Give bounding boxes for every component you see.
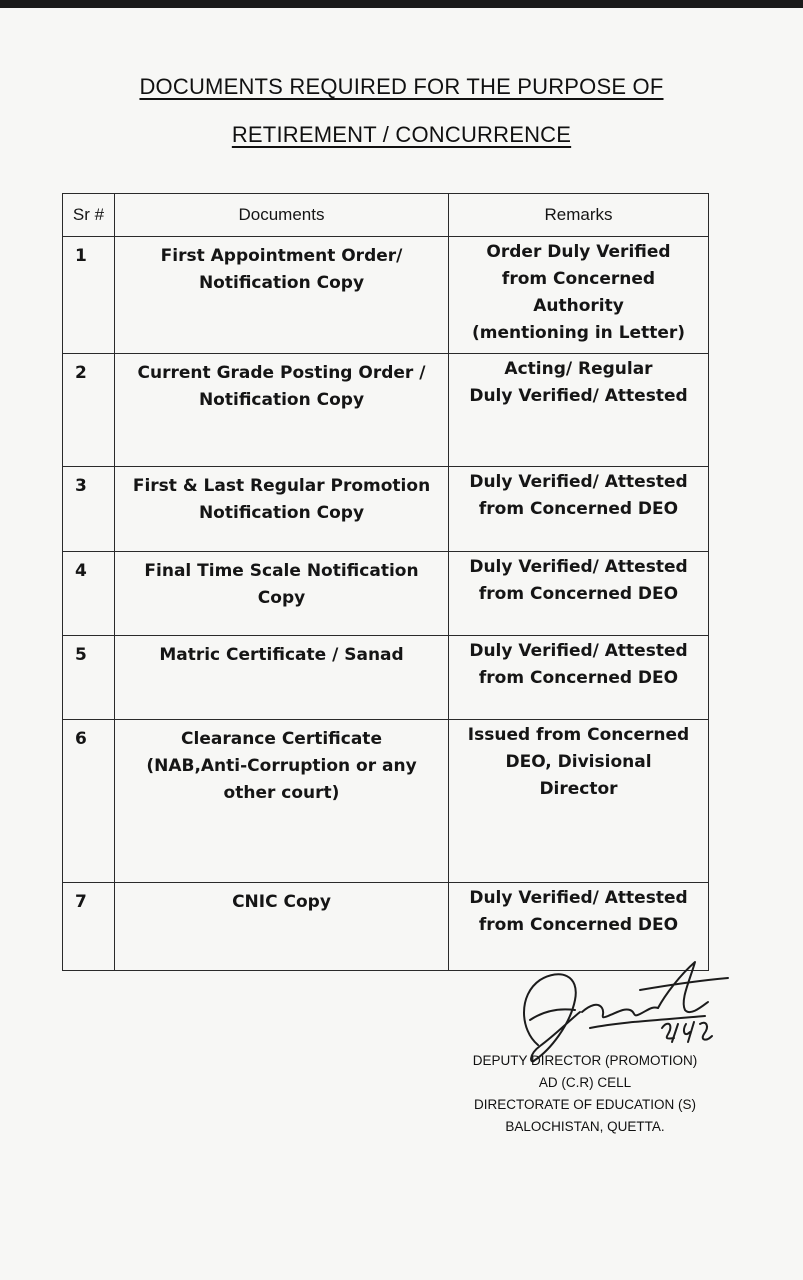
row-remark-line: from Concerned [501, 269, 656, 289]
signatory-directorate: DIRECTORATE OF EDUCATION (S) [473, 1097, 696, 1112]
row-remark-line: Duly Verified/ Attested [469, 386, 688, 406]
row-remark-line: from Concerned DEO [478, 915, 679, 935]
row-remark-line: Duly Verified/ Attested [469, 888, 688, 908]
table-row [63, 552, 709, 636]
row-remarks [449, 354, 709, 467]
row-document [115, 467, 449, 552]
row-remark-line: Duly Verified/ Attested [469, 641, 688, 661]
row-remark-line: from Concerned DEO [478, 668, 679, 688]
row-remark-line: DEO, Divisional [505, 752, 652, 772]
row-document-line: Notification Copy [198, 390, 365, 410]
row-sr: 6 [63, 720, 115, 883]
row-remark-line: from Concerned DEO [478, 499, 679, 519]
row-remarks [449, 552, 709, 636]
row-remark-line: Duly Verified/ Attested [469, 472, 688, 492]
row-remark-line: Acting/ Regular [504, 359, 653, 379]
row-document-line: Notification Copy [198, 503, 365, 523]
row-remarks [449, 720, 709, 883]
table-row [63, 237, 709, 354]
row-sr: 3 [63, 467, 115, 552]
row-document-line: Current Grade Posting Order / [137, 363, 426, 383]
document-heading-line1: DOCUMENTS REQUIRED FOR THE PURPOSE OF [139, 74, 664, 99]
signature-block [460, 950, 740, 1150]
row-document-line: Copy [257, 588, 306, 608]
row-remarks [449, 237, 709, 354]
table-row [63, 720, 709, 883]
row-document [115, 237, 449, 354]
row-document-line: First Appointment Order/ [160, 246, 403, 266]
row-remark-line: Order Duly Verified [486, 242, 671, 262]
row-remark-line: from Concerned DEO [478, 584, 679, 604]
document-heading-line2: RETIREMENT / CONCURRENCE [231, 122, 572, 147]
row-document-line: (NAB,Anti-Corruption or any [146, 756, 417, 776]
row-document [115, 552, 449, 636]
table-row [63, 467, 709, 552]
row-remark-line: Issued from Concerned [467, 725, 690, 745]
header-sr: Sr # [63, 194, 115, 237]
row-remark-line: Authority [533, 296, 624, 316]
header-documents: Documents [115, 194, 449, 237]
documents-table [62, 193, 709, 971]
row-document [115, 636, 449, 720]
row-remarks [449, 467, 709, 552]
signatory-location: BALOCHISTAN, QUETTA. [505, 1119, 665, 1134]
row-sr: 2 [63, 354, 115, 467]
row-sr: 5 [63, 636, 115, 720]
signatory-office: AD (C.R) CELL [538, 1075, 632, 1090]
signatory-details [460, 1050, 710, 1138]
row-document-line: other court) [223, 783, 340, 803]
row-document [115, 354, 449, 467]
row-document-line: Matric Certificate / Sanad [159, 645, 404, 665]
row-remarks [449, 636, 709, 720]
table-header-row [63, 194, 709, 237]
row-remark-line: Director [539, 779, 618, 799]
table-row [63, 354, 709, 467]
signatory-designation: DEPUTY DIRECTOR (PROMOTION) [472, 1053, 698, 1068]
row-sr: 7 [63, 883, 115, 971]
row-document-line: Clearance Certificate [181, 729, 382, 749]
row-remark-line: Duly Verified/ Attested [469, 557, 688, 577]
page-top-edge [0, 0, 803, 8]
table-row [63, 636, 709, 720]
row-document-line: Final Time Scale Notification [144, 561, 419, 581]
row-document [115, 883, 449, 971]
row-document-line: First & Last Regular Promotion [132, 476, 431, 496]
header-remarks: Remarks [449, 194, 709, 237]
row-sr: 1 [63, 237, 115, 354]
row-sr: 4 [63, 552, 115, 636]
row-document-line: Notification Copy [198, 273, 365, 293]
row-remark-line: (mentioning in Letter) [471, 323, 685, 343]
row-document-line: CNIC Copy [232, 892, 331, 912]
row-document [115, 720, 449, 883]
